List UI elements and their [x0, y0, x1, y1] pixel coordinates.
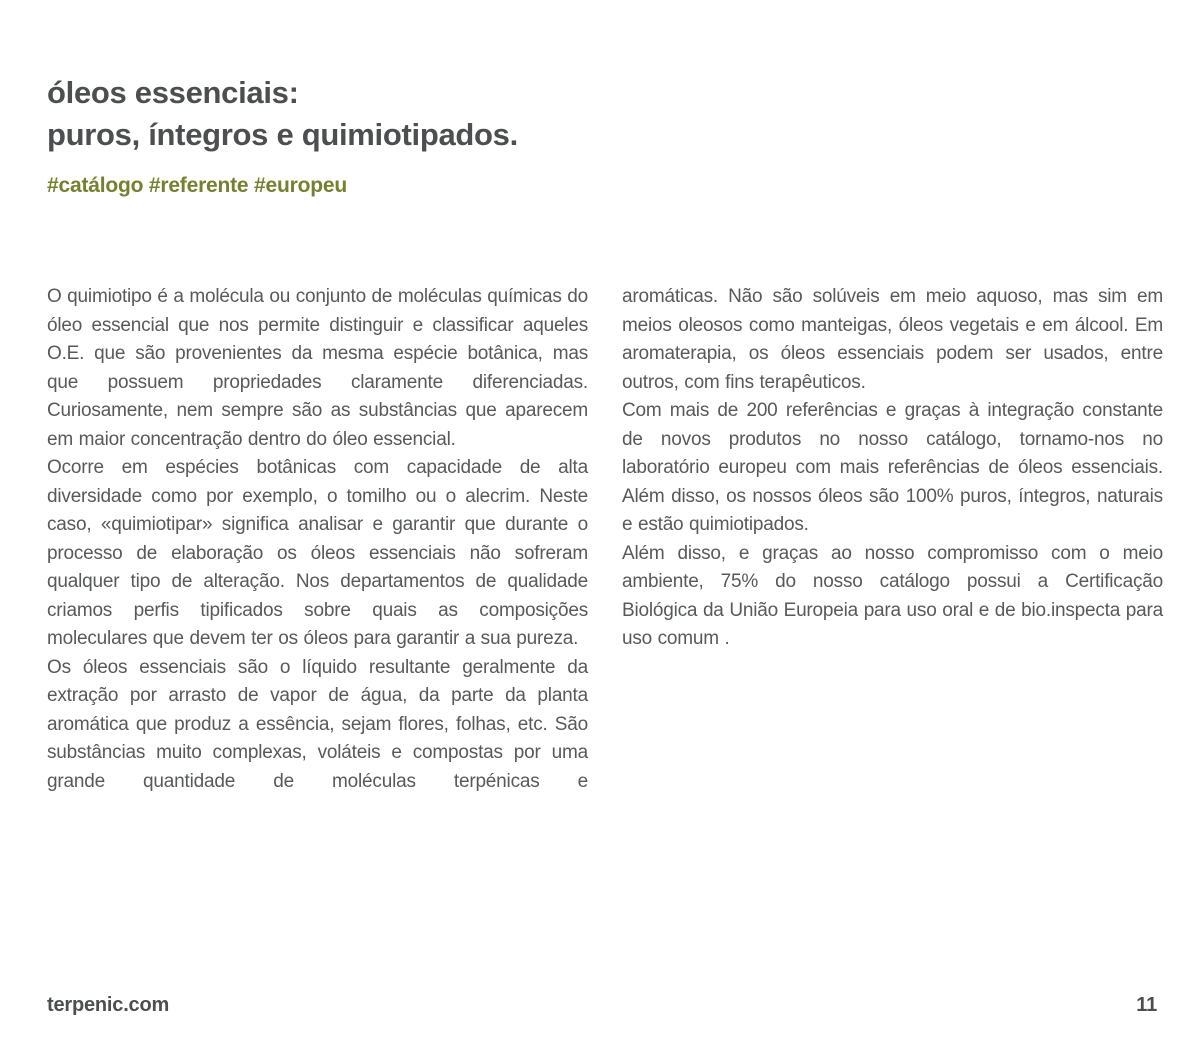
paragraph-certificacao-biologica: Além disso, e graças ao nosso compromisso com o meio ambiente, 75% do nosso catálogo possui a Certificação Biológica da União Europeia para uso oral e de bio.inspecta para uso comum .: [622, 542, 1163, 649]
page-footer: [47, 994, 1157, 1017]
page-title-line-1: óleos essenciais:: [47, 75, 299, 110]
page-title-line-2: puros, íntegros e quimiotipados.: [47, 117, 518, 152]
paragraph-especies-botanicas: Ocorre em espécies botânicas com capacidade de alta diversidade como por exemplo, o tomilho ou o alecrim. Neste caso, «quimiotipar» significa analisar e garantir que durante o processo de elaboração os óleos essenciais não sofreram qualquer tipo de alteração. Nos departamentos de qualidade criamos perfis tipificados sobre quais as composições moleculares que devem ter os óleos para garantir a sua pureza.: [47, 457, 588, 649]
paragraph-quimiotipo-definition: O quimiotipo é a molécula ou conjunto de moléculas químicas do óleo essencial que nos permite distinguir e classificar aqueles O.E. que são provenientes da mesma espécie botânica, mas que possuem propriedades claramente diferenciadas. Curiosamente, nem sempre são as substâncias que aparecem em maior concentração dentro do óleo essencial.: [47, 286, 588, 450]
paragraph-oleos-liquido: Os óleos essenciais são o líquido resultante geralmente da extração por arrasto de vapor de água, da parte da planta aromática que produz a essência, sejam flores, folhas, etc. São substâncias muito complexas, voláteis e compostas por uma grande quantidade de moléculas terpénicas e: [47, 656, 588, 792]
article-body: [47, 283, 1164, 796]
paragraph-200-referencias: Com mais de 200 referências e graças à integração constante de novos produtos no nosso catálogo, tornamo-nos no laboratório europeu com mais referências de óleos essenciais. Além disso, os nossos óleos são 100% puros, íntegros, naturais e estão quimiotipados.: [622, 400, 1163, 535]
paragraph-aromaticas-continuation: aromáticas. Não são solúveis em meio aquoso, mas sim em meios oleosos como manteigas, óleos vegetais e em álcool. Em aromaterapia, os óleos essenciais podem ser usados, entre outros, com fins terapêuticos.: [622, 286, 1163, 393]
left-column: [47, 283, 588, 796]
page-number: 11: [1136, 994, 1157, 1016]
hashtags-line: #catálogo #referente #europeu: [47, 174, 347, 197]
right-column: [622, 283, 1163, 796]
page-header: [47, 72, 518, 198]
website-label: terpenic.com: [47, 994, 170, 1016]
